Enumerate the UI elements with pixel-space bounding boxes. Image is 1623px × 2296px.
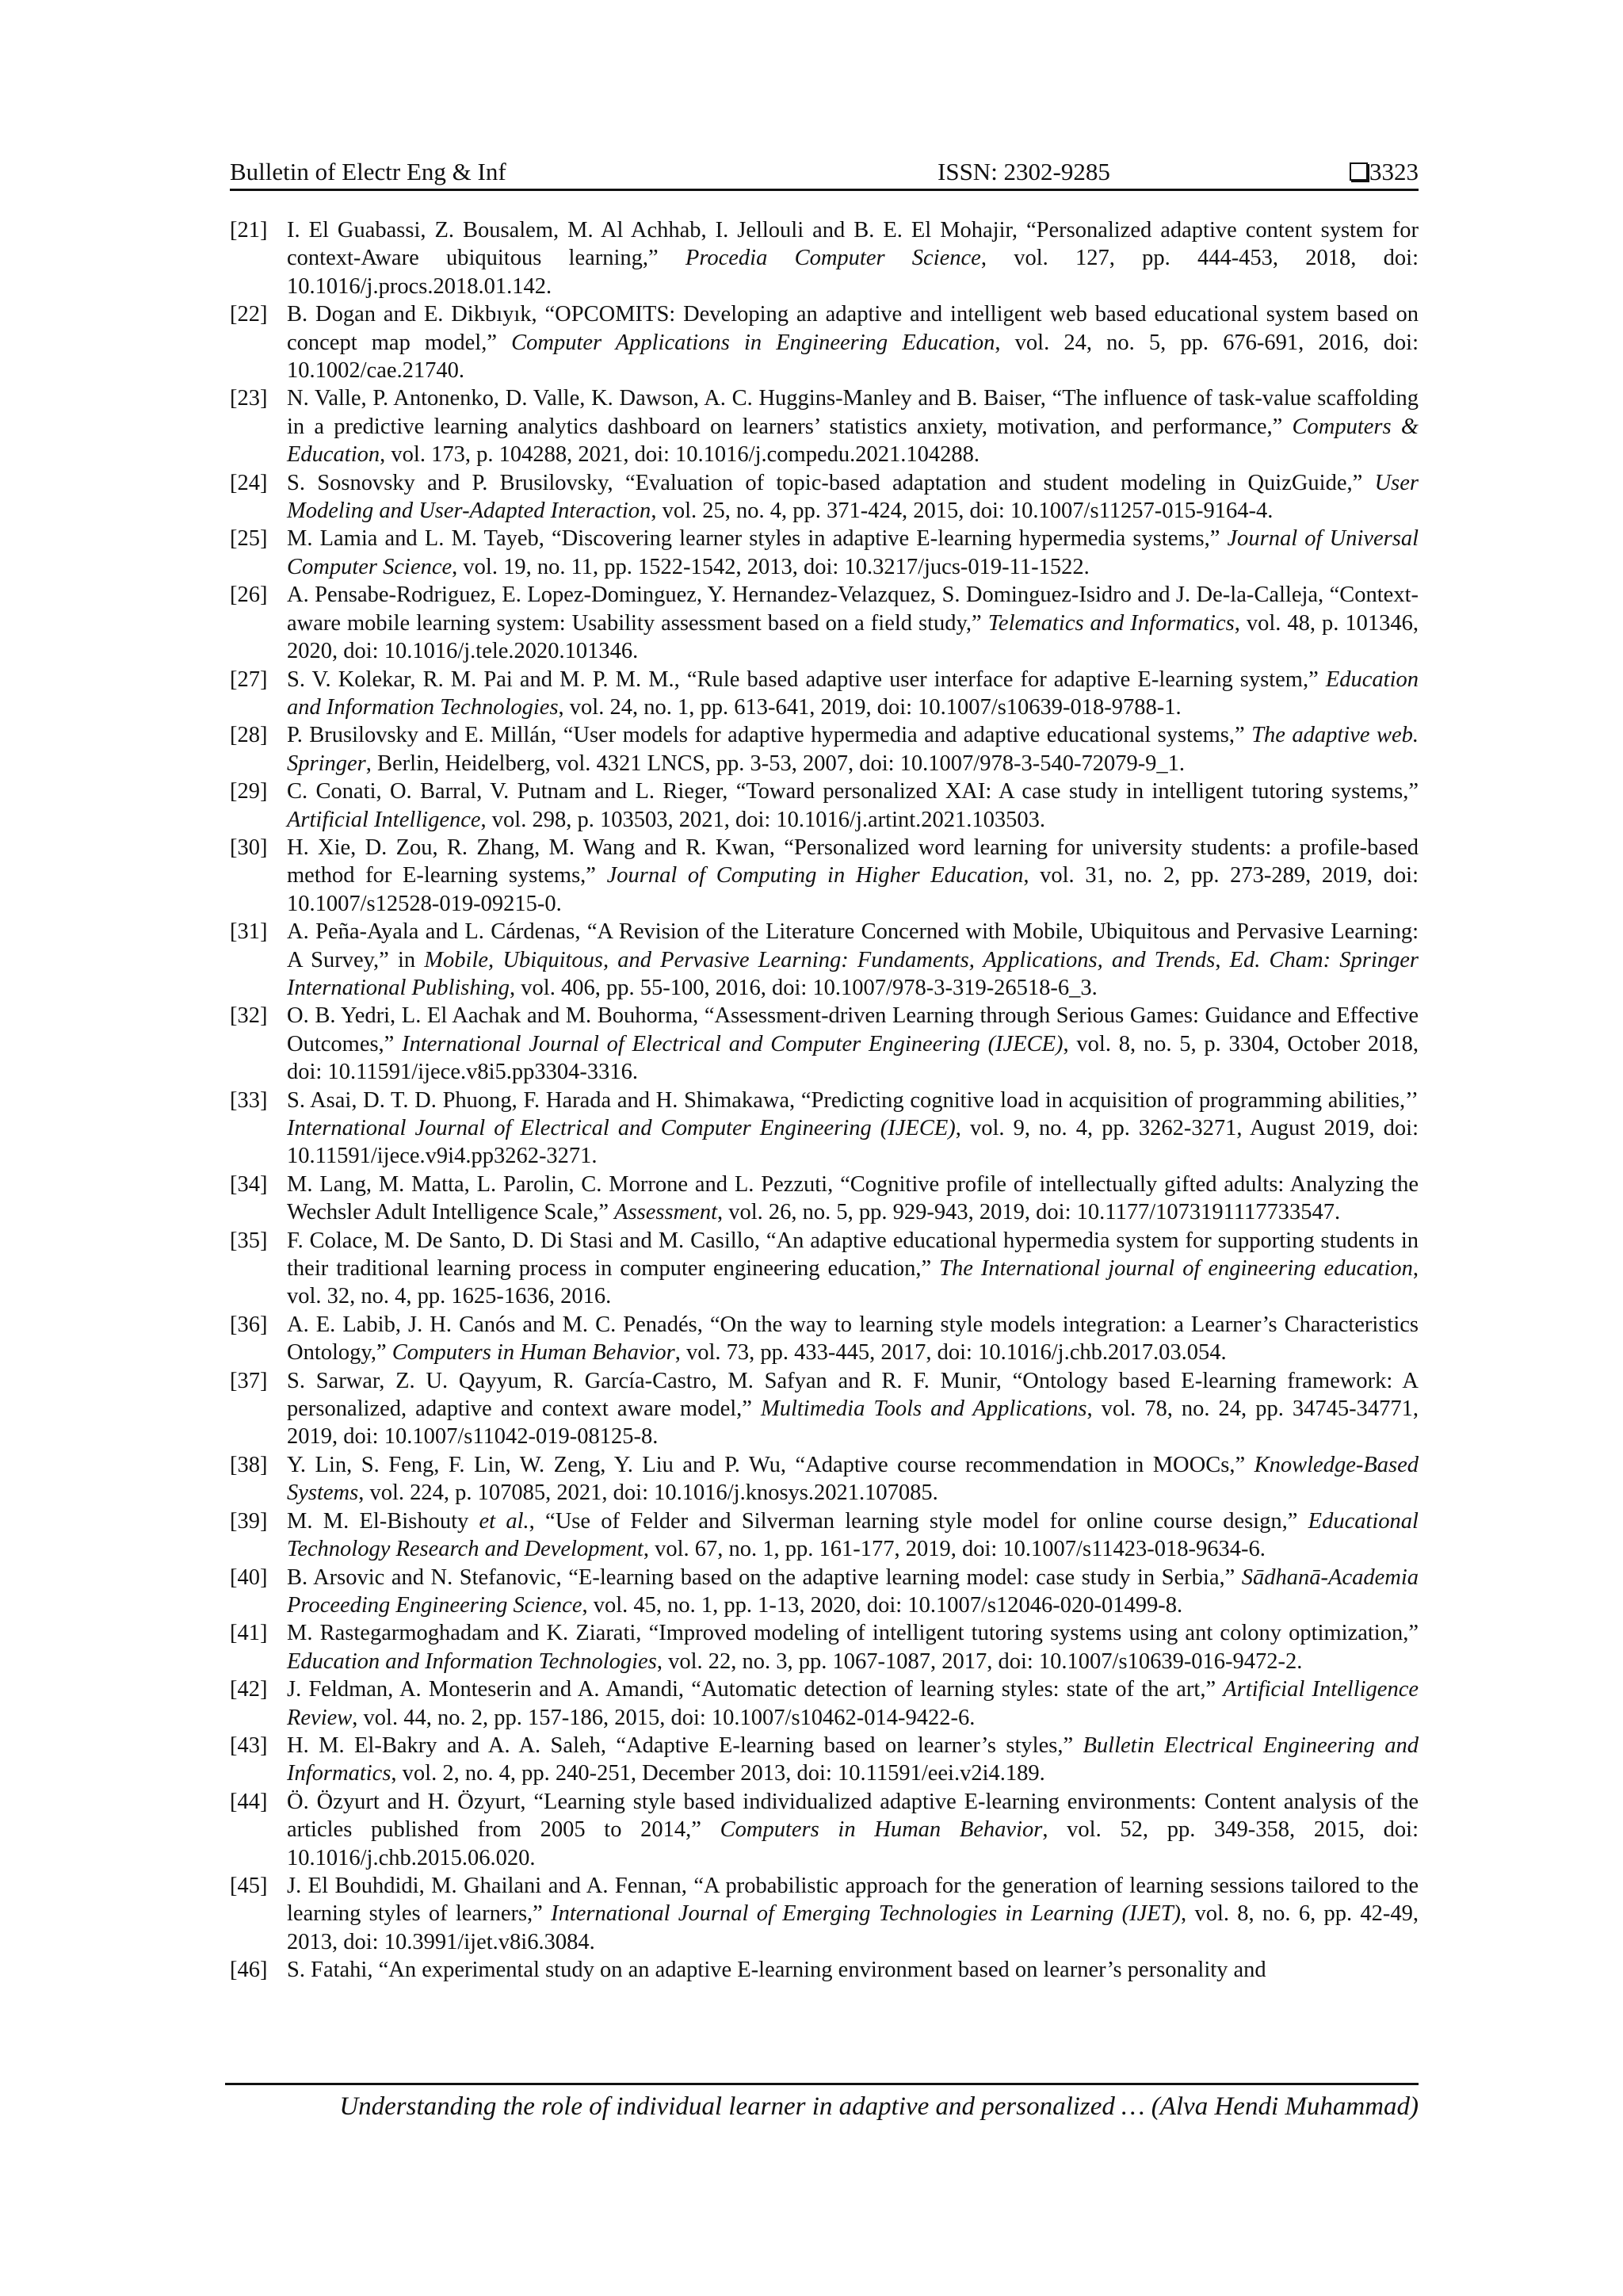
reference-text [287,1619,1419,1675]
running-footer: Understanding the role of individual learner in adaptive and personalized … (Alva Hendi Muhammad) [339,2092,1419,2121]
reference-number: [44] [230,1789,268,1814]
reference-item [230,1311,1419,1367]
reference-list [230,216,1419,1985]
reference-text-segment: , vol. 22, no. 3, pp. 1067-1087, 2017, doi: 10.1007/s10639-016-9472-2. [656,1648,1303,1674]
reference-item [230,581,1419,665]
reference-item [230,1507,1419,1564]
reference-source-italic: Telematics and Informatics [987,610,1235,636]
reference-number: [27] [230,667,268,692]
reference-text [287,1788,1419,1872]
issn: ISSN: 2302-9285 [938,158,1110,185]
reference-item [230,1171,1419,1227]
reference-source-italic: Mobile, Ubiquitous, and Pervasive Learning: Fundaments, Applications, and Trends [424,947,1216,972]
reference-text [287,777,1419,834]
reference-text-segment: Ö. Özyurt and H. Özyurt, “Learning style based individualized adaptive E-learning environments: Content analysis of the articles published from 2005 to 2014,” [287,1789,1419,1843]
reference-text-segment: , [1215,947,1230,972]
reference-number: [33] [230,1087,268,1113]
reference-source-italic: Education and Information Technologies [287,667,1419,720]
reference-item [230,777,1419,834]
reference-source-italic: Computer Applications in Engineering Education [511,330,995,355]
reference-item [230,1227,1419,1311]
reference-item [230,834,1419,918]
reference-item [230,216,1419,300]
reference-text [287,1311,1419,1367]
reference-text-segment: A. Peña-Ayala and L. Cárdenas, “A Revision of the Literature Concerned with Mobile, Ubiquitous and Pervasive Learning: A Survey,” in [287,919,1419,972]
reference-text-segment: , vol. 406, pp. 55-100, 2016, doi: 10.1007/978-3-319-26518-6_3. [510,975,1098,1000]
reference-text [287,1171,1419,1227]
reference-number: [25] [230,526,268,552]
reference-source-italic: Computers in Human Behavior [391,1340,675,1366]
reference-source-italic: Artificial Intelligence [287,807,481,832]
reference-item [230,721,1419,777]
reference-text-segment: S. Sosnovsky and P. Brusilovsky, “Evaluation of topic-based adaptation and student modeling in QuizGuide,” [287,470,1375,495]
reference-text-segment: , vol. 24, no. 1, pp. 613-641, 2019, doi: 10.1007/s10639-018-9788-1. [558,694,1182,720]
reference-text-segment: , vol. 9, no. 4, pp. 3262-3271, August 2019, doi: 10.11591/ijece.v9i4.pp3262-3271. [287,1116,1419,1169]
reference-number: [28] [230,723,268,748]
reference-number: [37] [230,1368,268,1393]
reference-text [287,216,1419,300]
reference-item [230,300,1419,384]
reference-text [287,1956,1419,1984]
reference-text [287,918,1419,1002]
reference-text-segment: , vol. 19, no. 11, pp. 1522-1542, 2013, doi: 10.3217/jucs-019-11-1522. [452,554,1090,579]
reference-text-segment: , vol. 2, no. 4, pp. 240-251, December 2013, doi: 10.11591/eei.v2i4.189. [391,1761,1045,1786]
reference-text [287,1732,1419,1788]
reference-text [287,1451,1419,1507]
reference-text-segment: B. Dogan and E. Dikbıyık, “OPCOMITS: Developing an adaptive and intelligent web based educational system based on concept map model,” [287,302,1419,355]
reference-text-segment: , vol. 45, no. 1, pp. 1-13, 2020, doi: 10.1007/s12046-020-01499-8. [582,1592,1183,1618]
reference-text [287,469,1419,525]
reference-source-italic: Computers & Education [287,414,1419,468]
reference-text-segment: , vol. 26, no. 5, pp. 929-943, 2019, doi: 10.1177/1073191117733547. [717,1200,1341,1225]
reference-text-segment: , vol. 224, p. 107085, 2021, doi: 10.1016/j.knosys.2021.107085. [358,1480,938,1506]
reference-text-segment: M. Rastegarmoghadam and K. Ziarati, “Improved modeling of intelligent tutoring systems using ant colony optimization,” [287,1621,1419,1646]
reference-text-segment: M. Lamia and L. M. Tayeb, “Discovering learner styles in adaptive E-learning hypermedia systems,” [287,526,1228,552]
reference-text [287,300,1419,384]
reference-text [287,1564,1419,1620]
reference-text-segment: , vol. 73, pp. 433-445, 2017, doi: 10.1016/j.chb.2017.03.054. [674,1340,1227,1366]
reference-number: [29] [230,779,268,804]
reference-text [287,1227,1419,1311]
reference-text-segment: O. B. Yedri, L. El Aachak and M. Bouhorma, “Assessment-driven Learning through Serious Games: Guidance and Effective Outcomes,” [287,1003,1419,1056]
reference-item [230,525,1419,581]
reference-source-italic: Assessment [614,1200,717,1225]
reference-source-italic: Educational Technology Research and Development [287,1508,1419,1562]
reference-source-italic: Multimedia Tools and Applications [760,1396,1087,1422]
reference-text-segment: , vol. 173, p. 104288, 2021, doi: 10.1016/j.compedu.2021.104288. [380,442,980,468]
reference-number: [42] [230,1677,268,1702]
reference-text-segment: S. Asai, D. T. D. Phuong, F. Harada and H. Shimakawa, “Predicting cognitive load in acquisition of programming abilities,’’ [287,1087,1419,1113]
reference-text-segment: , vol. 44, no. 2, pp. 157-186, 2015, doi: 10.1007/s10462-014-9422-6. [352,1705,976,1730]
reference-source-italic: Education and Information Technologies [287,1648,657,1674]
reference-text-segment: J. Feldman, A. Monteserin and A. Amandi, “Automatic detection of learning styles: state of the art,” [287,1677,1224,1702]
reference-text [287,384,1419,468]
reference-text [287,1087,1419,1171]
reference-text-segment: , vol. 31, no. 2, pp. 273-289, 2019, doi: 10.1007/s12528-019-09215-0. [287,863,1419,916]
reference-item [230,1619,1419,1675]
reference-text-segment: , vol. 78, no. 24, pp. 34745-34771, 2019, doi: 10.1007/s11042-019-08125-8. [287,1396,1419,1450]
reference-text [287,721,1419,777]
reference-number: [21] [230,218,268,243]
reference-text-segment: , Berlin, Heidelberg, vol. 4321 LNCS, pp. 3-53, 2007, doi: 10.1007/978-3-540-72079-9_1. [365,751,1186,776]
reference-text-segment: , “Use of Felder and Silverman learning style model for online course design,” [529,1508,1308,1534]
reference-source-italic: Sādhanā-Academia Proceeding Engineering Science [287,1564,1419,1618]
reference-text-segment: , vol. 67, no. 1, pp. 161-177, 2019, doi: 10.1007/s11423-018-9634-6. [643,1537,1266,1562]
reference-text [287,1002,1419,1086]
reference-number: [38] [230,1452,268,1477]
reference-item [230,384,1419,468]
reference-source-italic: Journal of Universal Computer Science [287,526,1419,579]
reference-number: [36] [230,1312,268,1337]
reference-text-segment: , vol. 52, pp. 349-358, 2015, doi: 10.1016/j.chb.2015.06.020. [287,1817,1419,1870]
reference-source-italic: Knowledge-Based Systems [287,1452,1419,1506]
reference-source-italic: The adaptive web. Springer [287,723,1419,776]
reference-source-italic: International Journal of Electrical and Computer Engineering (IJECE) [287,1116,956,1140]
reference-text-segment: B. Arsovic and N. Stefanovic, “E-learning based on the adaptive learning model: case study in Serbia,” [287,1564,1242,1590]
reference-text-segment: , vol. 48, p. 101346, 2020, doi: 10.1016/j.tele.2020.101346. [287,610,1419,664]
reference-text-segment: A. Pensabe-Rodriguez, E. Lopez-Dominguez, Y. Hernandez-Velazquez, S. Dominguez-Isidro and J. De-la-Calleja, “Context-aware mobile learning system: Usability assessment based on a field study,” [287,583,1419,636]
reference-text-segment: , vol. 8, no. 5, p. 3304, October 2018, doi: 10.11591/ijece.v8i5.pp3304-3316. [287,1031,1419,1085]
reference-number: [34] [230,1171,268,1197]
reference-text-segment: F. Colace, M. De Santo, D. Di Stasi and M. Casillo, “An adaptive educational hypermedia system for supporting students in their traditional learning process in computer engineering education,” [287,1228,1419,1282]
reference-text [287,1675,1419,1732]
reference-number: [23] [230,386,268,411]
reference-item [230,1367,1419,1451]
reference-number: [35] [230,1228,268,1253]
reference-item [230,1732,1419,1788]
reference-source-italic: et al. [479,1508,529,1534]
reference-source-italic: User Modeling and User-Adapted Interaction [287,470,1419,524]
reference-number: [43] [230,1733,268,1758]
reference-item [230,1872,1419,1956]
reference-text-segment: , vol. 8, no. 6, pp. 42-49, 2013, doi: 10.3991/ijet.v8i6.3084. [287,1901,1419,1954]
reference-text-segment: C. Conati, O. Barral, V. Putnam and L. Rieger, “Toward personalized XAI: A case study in intelligent tutoring systems,” [287,779,1419,804]
reference-source-italic: Journal of Computing in Higher Education [606,863,1024,888]
reference-text [287,834,1419,918]
reference-number: [39] [230,1508,268,1534]
reference-number: [30] [230,835,268,860]
reference-number: [26] [230,583,268,608]
reference-number: [32] [230,1003,268,1029]
reference-text-segment: S. V. Kolekar, R. M. Pai and M. P. M. M., “Rule based adaptive user interface for adaptive E-learning system,” [287,667,1326,692]
reference-text [287,525,1419,581]
reference-number: [46] [230,1958,268,1983]
reference-text-segment: P. Brusilovsky and E. Millán, “User models for adaptive hypermedia and adaptive educational systems,” [287,723,1252,748]
reference-text [287,1872,1419,1956]
reference-source-italic: International Journal of Emerging Technologies in Learning (IJET) [551,1901,1182,1927]
reference-source-italic: Bulletin Electrical Engineering and Informatics [287,1733,1419,1786]
reference-item [230,1002,1419,1086]
reference-text-segment: H. Xie, D. Zou, R. Zhang, M. Wang and R. Kwan, “Personalized word learning for university students: a profile-based method for E-learning systems,” [287,835,1419,888]
reference-number: [31] [230,919,268,945]
reference-text-segment: , vol. 127, pp. 444-453, 2018, doi: 10.1016/j.procs.2018.01.142. [287,246,1419,299]
reference-item [230,1451,1419,1507]
reference-text-segment: S. Fatahi, “An experimental study on an adaptive E-learning environment based on learner’s personality and [287,1958,1266,1983]
reference-item [230,918,1419,1002]
reference-item [230,666,1419,722]
reference-text-segment: , vol. 298, p. 103503, 2021, doi: 10.1016/j.artint.2021.103503. [480,807,1046,832]
reference-item [230,1956,1419,1984]
reference-text [287,581,1419,665]
reference-text-segment: S. Sarwar, Z. U. Qayyum, R. García-Castro, M. Safyan and R. F. Munir, “Ontology based E-learning framework: A personalized, adaptive and context aware model,” [287,1368,1419,1422]
reference-text-segment: , vol. 25, no. 4, pp. 371-424, 2015, doi: 10.1007/s11257-015-9164-4. [651,499,1274,524]
reference-text-segment: M. M. El-Bishouty [287,1508,479,1534]
page-number-container [1350,155,1419,189]
reference-text [287,666,1419,722]
reference-text-segment: H. M. El-Bakry and A. A. Saleh, “Adaptive E-learning based on learner’s styles,” [287,1733,1083,1758]
reference-item [230,1087,1419,1171]
reference-number: [40] [230,1564,268,1590]
footer-rule [225,2083,1419,2085]
reference-text [287,1507,1419,1564]
reference-item [230,469,1419,525]
reference-text-segment: M. Lang, M. Matta, L. Parolin, C. Morrone and L. Pezzuti, “Cognitive profile of intellectually gifted adults: Analyzing the Wechsler Adult Intelligence Scale,” [287,1171,1419,1225]
reference-source-italic: International Journal of Electrical and Computer Engineering (IJECE) [402,1031,1064,1056]
reference-text-segment: N. Valle, P. Antonenko, D. Valle, K. Dawson, A. C. Huggins-Manley and B. Baiser, “The influence of task-value scaffolding in a predictive learning analytics dashboard on learners’ statistics anxiety, motivation, and performance,” [287,386,1419,439]
reference-number: [22] [230,302,268,327]
reference-source-italic: Computers in Human Behavior [720,1817,1043,1843]
reference-source-italic: Procedia Computer Science [685,246,981,271]
box-icon [1350,162,1368,181]
reference-text-segment: A. E. Labib, J. H. Canós and M. C. Penadés, “On the way to learning style models integration: a Learner’s Characteristics Ontology,” [287,1312,1419,1366]
reference-text-segment: Y. Lin, S. Feng, F. Lin, W. Zeng, Y. Liu and P. Wu, “Adaptive course recommendation in MOOCs,” [287,1452,1254,1477]
reference-text-segment: I. El Guabassi, Z. Bousalem, M. Al Achhab, I. Jellouli and B. E. El Mohajir, “Personalized adaptive content system for context-Aware ubiquitous learning,” [287,218,1419,271]
reference-text-segment: , vol. 32, no. 4, pp. 1625-1636, 2016. [287,1256,1419,1309]
running-header [230,155,1419,191]
reference-item [230,1675,1419,1732]
reference-number: [24] [230,470,268,495]
journal-name: Bulletin of Electr Eng & Inf [230,158,506,185]
reference-text-segment: , vol. 24, no. 5, pp. 676-691, 2016, doi: 10.1002/cae.21740. [287,330,1419,384]
reference-item [230,1788,1419,1872]
page-number: 3323 [1369,158,1419,185]
reference-text [287,1367,1419,1451]
reference-source-italic: The International journal of engineering education [939,1256,1413,1282]
reference-source-italic: Artificial Intelligence Review [287,1677,1419,1730]
reference-number: [41] [230,1621,268,1646]
reference-source-italic: Ed. Cham: Springer International Publishing [287,947,1419,1000]
reference-item [230,1564,1419,1620]
reference-number: [45] [230,1873,268,1898]
reference-text-segment: J. El Bouhdidi, M. Ghailani and A. Fennan, “A probabilistic approach for the generation of learning sessions tailored to the learning styles of learners,” [287,1873,1419,1927]
